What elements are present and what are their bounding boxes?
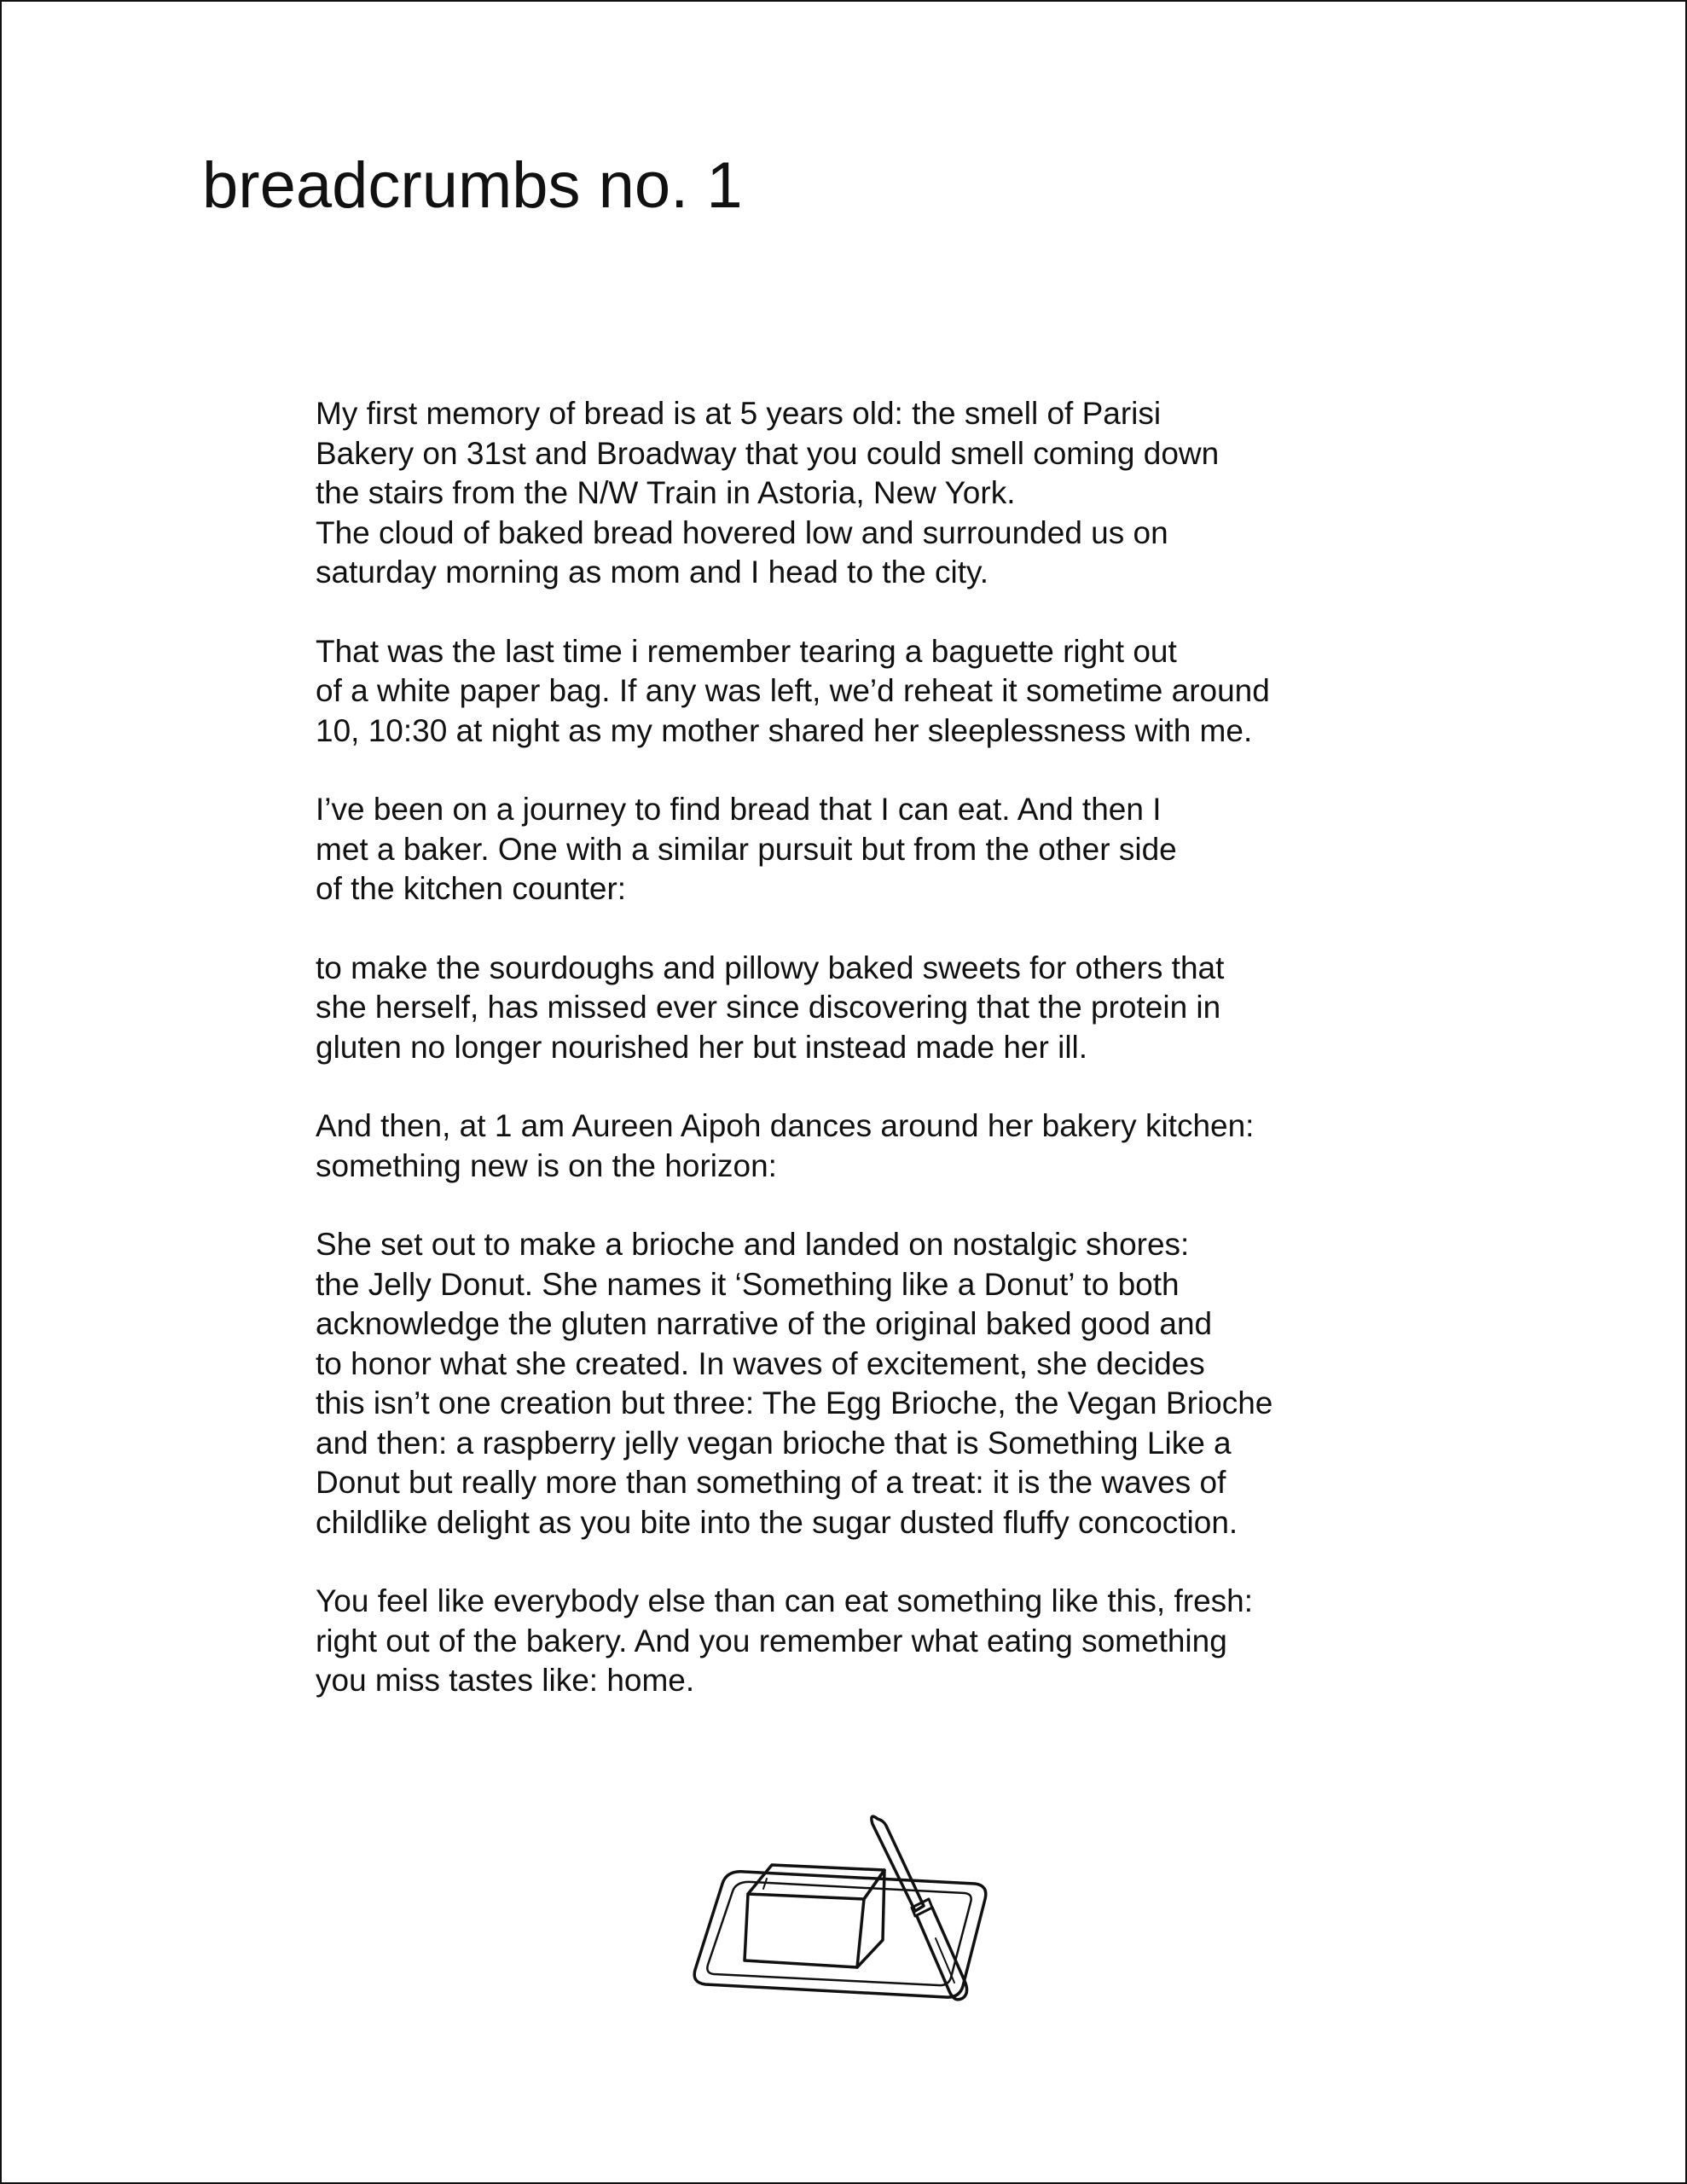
paragraph (316, 632, 1441, 752)
butter-dish-with-knife-icon (688, 1810, 1004, 2015)
text-line: You feel like everybody else than can eat something like this, fresh: (316, 1583, 1253, 1618)
page-title: breadcrumbs no. 1 (202, 149, 743, 222)
text-line: And then, at 1 am Aureen Aipoh dances around her bakery kitchen: (316, 1108, 1255, 1143)
text-line: the stairs from the N/W Train in Astoria, New York. (316, 475, 1016, 510)
paragraph (316, 394, 1441, 593)
text-line: to honor what she created. In waves of excitement, she decides (316, 1345, 1205, 1381)
text-line: met a baker. One with a similar pursuit but from the other side (316, 831, 1177, 867)
text-line: saturday morning as mom and I head to the city. (316, 555, 989, 590)
text-line: she herself, has missed ever since discovering that the protein in (316, 990, 1221, 1025)
paragraph (316, 1225, 1441, 1542)
text-line: you miss tastes like: home. (316, 1663, 695, 1698)
text-line: this isn’t one creation but three: The Egg Brioche, the Vegan Brioche (316, 1385, 1273, 1420)
paragraph (316, 949, 1441, 1068)
paragraph (316, 790, 1441, 909)
text-line: of the kitchen counter: (316, 871, 627, 906)
text-line: to make the sourdoughs and pillowy baked sweets for others that (316, 950, 1225, 985)
essay-body (316, 394, 1441, 1740)
text-line: and then: a raspberry jelly vegan brioche that is Something Like a (316, 1425, 1232, 1461)
paragraph (316, 1582, 1441, 1701)
text-line: of a white paper bag. If any was left, we’d reheat it sometime around (316, 673, 1270, 708)
text-line: the Jelly Donut. She names it ‘Something like a Donut’ to both (316, 1266, 1180, 1302)
text-line: I’ve been on a journey to find bread that I can eat. And then I (316, 792, 1162, 827)
text-line: right out of the bakery. And you remember what eating something (316, 1623, 1227, 1658)
text-line: My first memory of bread is at 5 years old: the smell of Parisi (316, 396, 1162, 431)
text-line: 10, 10:30 at night as my mother shared her sleeplessness with me. (316, 712, 1253, 748)
text-line: The cloud of baked bread hovered low and surrounded us on (316, 514, 1168, 550)
text-line: That was the last time i remember tearing a baguette right out (316, 633, 1177, 669)
text-line: Bakery on 31st and Broadway that you could smell coming down (316, 435, 1220, 471)
text-line: gluten no longer nourished her but instead made her ill. (316, 1029, 1088, 1065)
text-line: childlike delight as you bite into the sugar dusted fluffy concoction. (316, 1504, 1238, 1540)
text-line: acknowledge the gluten narrative of the original baked good and (316, 1306, 1213, 1341)
paragraph (316, 1107, 1441, 1186)
text-line: something new is on the horizon: (316, 1147, 777, 1183)
text-line: She set out to make a brioche and landed on nostalgic shores: (316, 1227, 1190, 1262)
text-line: Donut but really more than something of a treat: it is the waves of (316, 1465, 1226, 1500)
